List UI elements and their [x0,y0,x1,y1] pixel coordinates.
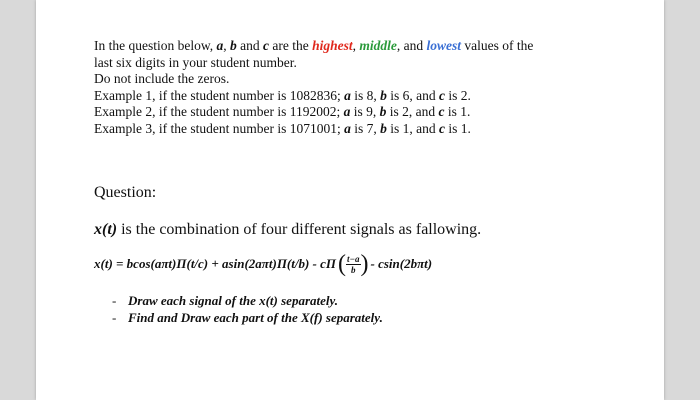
bullet-dash: - [112,293,117,308]
document-page [36,0,664,400]
fraction-numerator: t−a [347,253,360,264]
example-text: is 1, and [386,120,439,136]
var-a: a [344,120,351,136]
example-text: is 8, [350,87,381,103]
task-text: Find and Draw each part of the X(f) separately. [128,310,383,325]
description-text: is the combination of four different signals as fallowing. [117,220,482,238]
task-list [112,292,614,326]
var-b: b [380,120,387,136]
question-heading: Question: [94,184,157,201]
example-text: is 1. [444,120,471,136]
task-text: Draw each signal of the x(t) separately. [128,293,339,308]
var-b: b [229,38,237,53]
fraction [346,254,360,275]
task-item [112,292,614,309]
var-a: a [344,87,351,103]
fraction-group [338,252,368,276]
intro-line-2: last six digits in your student number. [94,54,297,70]
example-text: is 2. [444,87,471,103]
example-line-3 [94,121,614,138]
var-c: c [262,38,269,53]
intro-line-3: Do not include the zeros. [94,71,230,86]
example-text: is 2, and [386,104,439,119]
example-text: Example 2, if the student number is 1192002; [94,104,344,119]
var-c: c [438,120,445,136]
formula-part-2: - csin(2bπt) [370,255,433,271]
highest-word: highest [312,38,353,53]
var-a: a [343,104,351,119]
var-b: b [379,104,387,119]
bullet-dash: - [112,310,117,325]
left-paren: ( [338,251,347,277]
example-line-2 [94,104,614,121]
var-b: b [380,87,387,103]
example-text: is 1. [444,104,471,119]
var-a: a [216,38,224,53]
var-c: c [438,87,445,103]
document-content [94,38,614,326]
formula-part-1: x(t) = bcos(aπt)Π(t/c) + asin(2aπt)Π(t/b) - cΠ [94,255,337,271]
intro-text: are the [268,38,313,53]
intro-text: and [236,38,263,53]
signal-description [94,222,614,239]
intro-line-1 [94,38,614,55]
lowest-word: lowest [426,38,461,53]
intro-text: values of the [461,38,534,53]
right-paren: ) [360,251,369,277]
signal-name: x(t) [94,220,118,238]
fraction-denominator: b [351,264,356,275]
signal-formula [94,252,614,276]
intro-text: , [352,38,360,53]
example-text: Example 3, if the student number is 1071001; [94,120,345,136]
example-line-1 [94,88,614,105]
example-text: is 9, [350,104,380,119]
intro-text: , and [396,38,427,53]
task-item [112,309,614,326]
example-text: is 7, [350,120,381,136]
example-text: is 6, and [386,87,439,103]
var-c: c [438,104,445,119]
intro-text: , [223,38,230,53]
example-text: Example 1, if the student number is 1082836; [94,87,345,103]
intro-text: In the question below, [94,38,217,53]
middle-word: middle [359,38,397,53]
